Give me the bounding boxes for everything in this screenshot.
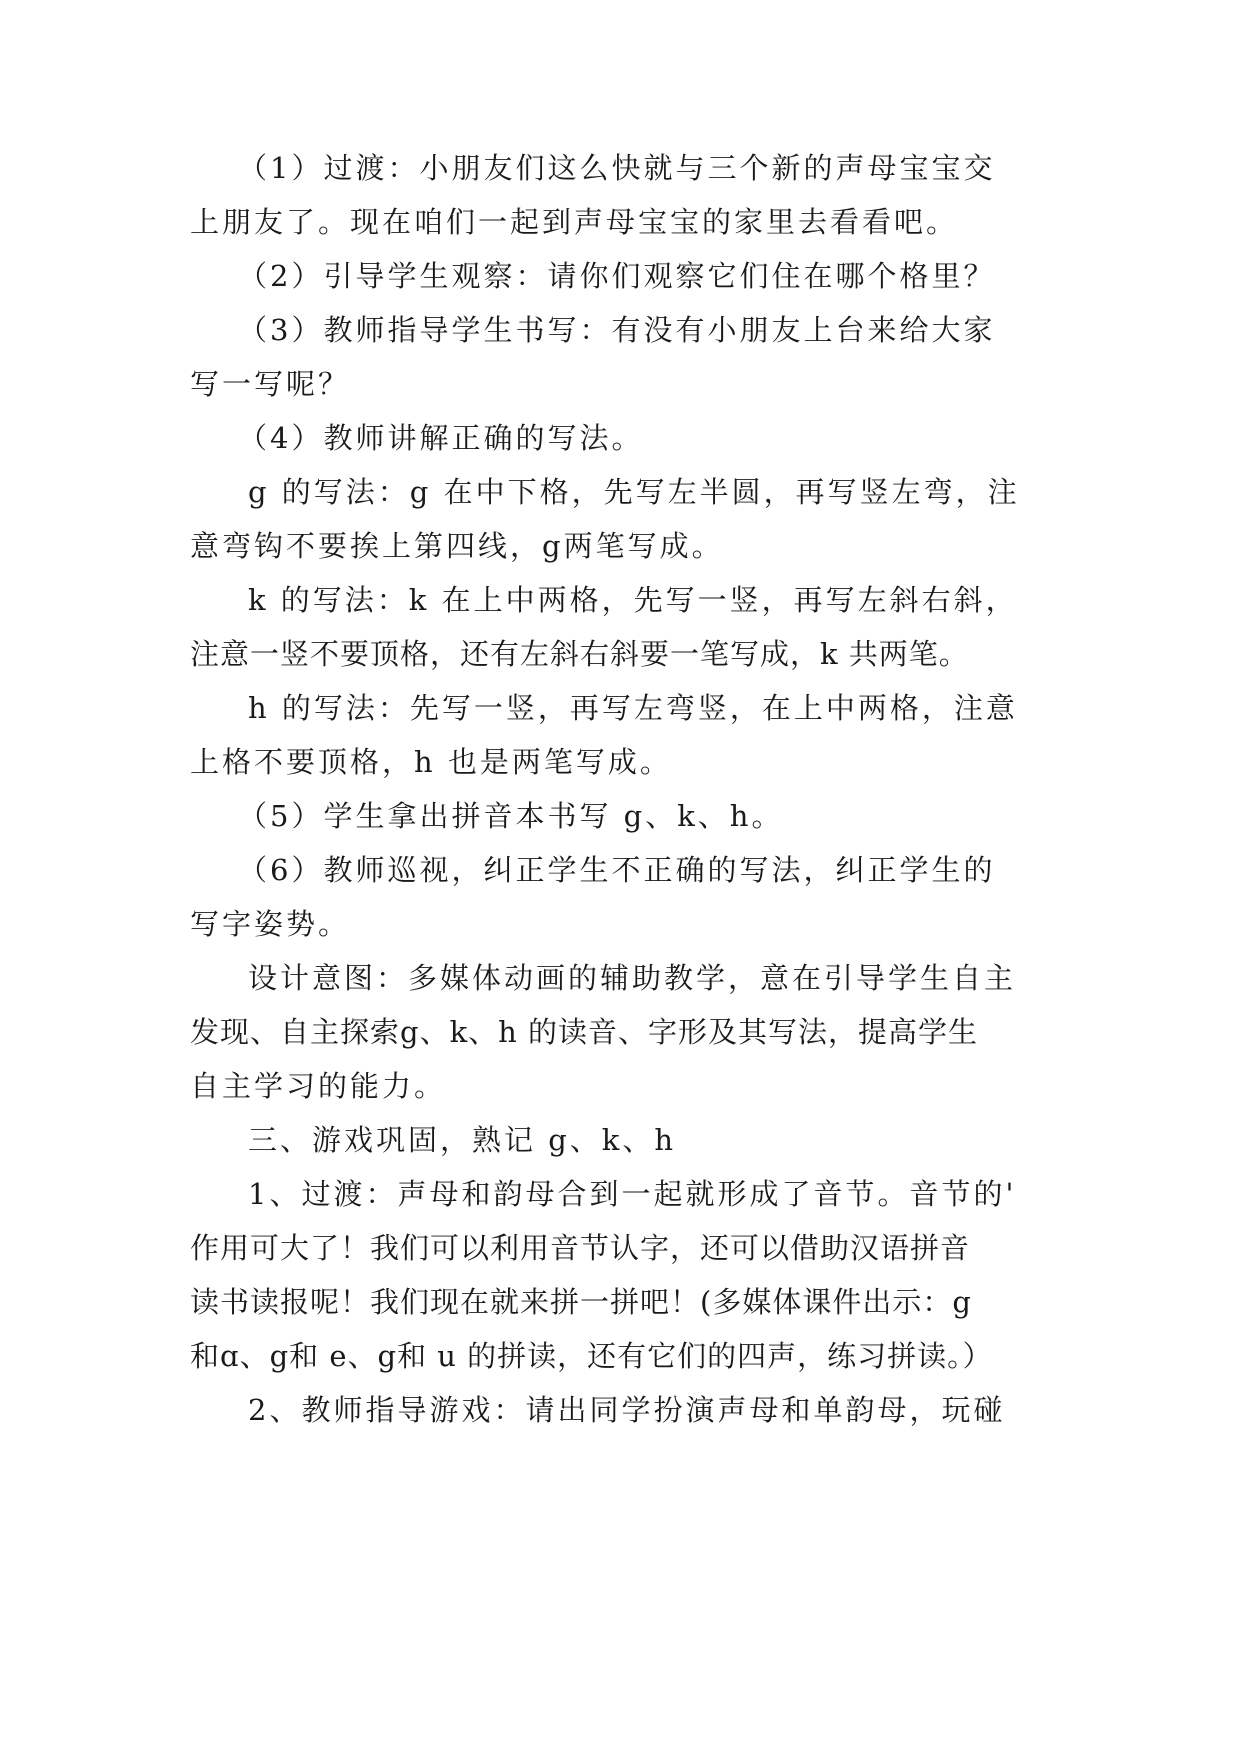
paragraph-line: 自主学习的能力。 (190, 1069, 447, 1103)
paragraph-line: （3）教师指导学生书写：有没有小朋友上台来给大家 (238, 313, 996, 347)
paragraph-line: k 的写法：k 在上中两格，先写一竖，再写左斜右斜， (248, 583, 1018, 617)
paragraph-line: 2、教师指导游戏：请出同学扮演声母和单韵母，玩碰 (248, 1393, 1006, 1427)
paragraph-line: 设计意图：多媒体动画的辅助教学，意在引导学生自主 (248, 961, 1017, 995)
paragraph-line: 写一写呢？ (190, 367, 351, 401)
paragraph-line: 和ɑ、g和 e、g和 u 的拼读，还有它们的四声，练习拼读。） (190, 1339, 993, 1373)
paragraph-line: （1）过渡：小朋友们这么快就与三个新的声母宝宝交 (238, 151, 996, 185)
paragraph-line: 作用可大了！我们可以利用音节认字，还可以借助汉语拼音 (190, 1231, 971, 1265)
paragraph-line: 1、过渡：声母和韵母合到一起就形成了音节。音节的' (248, 1177, 1017, 1211)
paragraph-line: （4）教师讲解正确的写法。 (238, 421, 644, 455)
paragraph-line: 注意一竖不要顶格，还有左斜右斜要一笔写成，k 共两笔。 (190, 637, 969, 671)
paragraph-line: g 的写法：g 在中下格，先写左半圆，再写竖左弯，注 (248, 475, 1020, 509)
paragraph-line: 上格不要顶格，h 也是两笔写成。 (190, 745, 672, 779)
paragraph-line: （5）学生拿出拼音本书写 g、k、h。 (238, 799, 784, 833)
paragraph-line: 发现、自主探索g、k、h 的读音、字形及其写法，提高学生 (190, 1015, 979, 1049)
paragraph-line: （2）引导学生观察：请你们观察它们住在哪个格里？ (238, 259, 996, 293)
section-heading: 三、游戏巩固，熟记 g、k、h (248, 1123, 677, 1157)
paragraph-line: 意弯钩不要挨上第四线，g两笔写成。 (190, 529, 724, 563)
paragraph-line: h 的写法：先写一竖，再写左弯竖，在上中两格，注意 (248, 691, 1018, 725)
paragraph-line: 读书读报呢！我们现在就来拼一拼吧！(多媒体课件出示：g (190, 1285, 972, 1319)
paragraph-line: （6）教师巡视，纠正学生不正确的写法，纠正学生的 (238, 853, 996, 887)
paragraph-line: 上朋友了。现在咱们一起到声母宝宝的家里去看看吧。 (190, 205, 959, 239)
paragraph-line: 写字姿势。 (190, 907, 351, 941)
